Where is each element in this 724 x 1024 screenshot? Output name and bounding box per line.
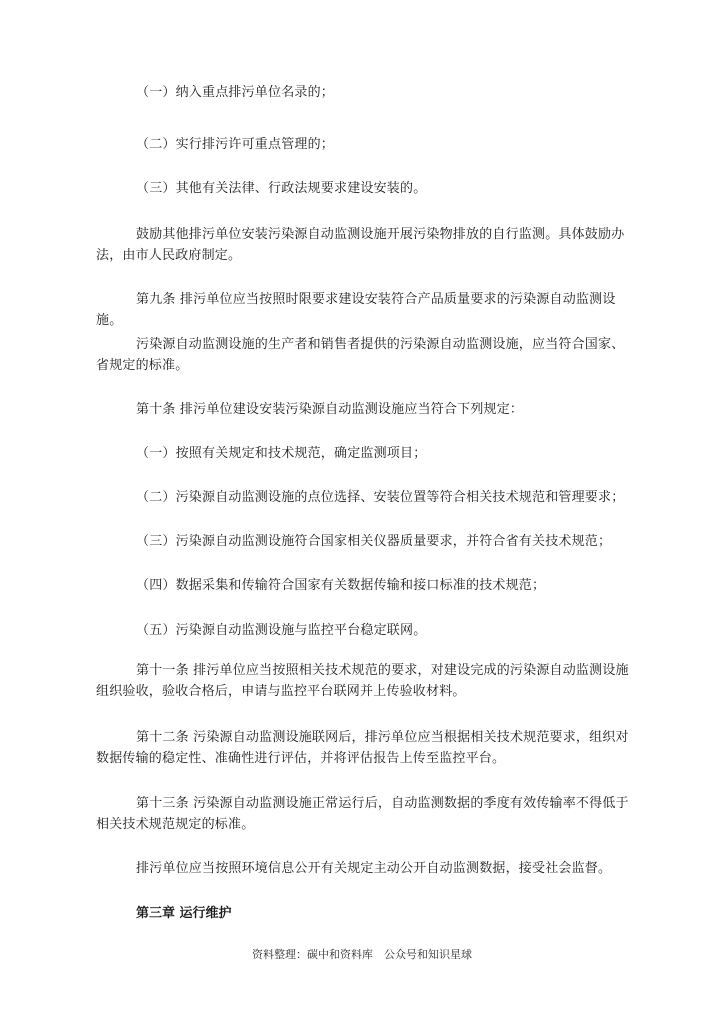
article-11: 第十一条 排污单位应当按照相关技术规范的要求，对建设完成的污染源自动监测设施组织验收，验收合格后，申请与监控平台联网并上传验收材料。: [96, 663, 629, 699]
paragraph-equipment-standard: 污染源自动监测设施的生产者和销售者提供的污染源自动监测设施，应当符合国家、省规定的标准。: [96, 337, 625, 373]
article-12: 第十二条 污染源自动监测设施联网后，排污单位应当根据相关技术规范要求，组织对数据传输的稳定性、准确性进行评估，并将评估报告上传至监控平台。: [96, 730, 629, 766]
list-item-10-2: （二）污染源自动监测设施的点位选择、安装位置等符合相关技术规范和管理要求；: [136, 490, 625, 505]
list-item-10-1: （一）按照有关规定和技术规范，确定监测项目；: [136, 446, 427, 461]
paragraph-disclosure: 排污单位应当按照环境信息公开有关规定主动公开自动监测数据，接受社会监督。: [136, 861, 612, 876]
page-footer: 资料整理：碳中和资料库 公众号和知识星球: [252, 948, 472, 961]
article-13: 第十三条 污染源自动监测设施正常运行后，自动监测数据的季度有效传输率不得低于相关技术规范规定的标准。: [96, 796, 629, 832]
list-item-10-4: （四）数据采集和传输符合国家有关数据传输和接口标准的技术规范；: [136, 578, 546, 593]
chapter-heading: 第三章 运行维护: [136, 906, 232, 921]
article-10: 第十条 排污单位建设安装污染源自动监测设施应当符合下列规定：: [136, 402, 524, 417]
paragraph-encourage: 鼓励其他排污单位安装污染源自动监测设施开展污染物排放的自行监测。具体鼓励办法，由市人民政府制定。: [96, 227, 625, 263]
list-item-10-3: （三）污染源自动监测设施符合国家相关仪器质量要求，并符合省有关技术规范；: [136, 534, 612, 549]
list-item-1: （一）纳入重点排污单位名录的；: [136, 85, 335, 100]
list-item-3: （三）其他有关法律、行政法规要求建设安装的。: [136, 181, 427, 196]
list-item-10-5: （五）污染源自动监测设施与监控平台稳定联网。: [136, 623, 427, 638]
article-9: 第九条 排污单位应当按照时限要求建设安装符合产品质量要求的污染源自动监测设施。: [96, 292, 616, 328]
list-item-2: （二）实行排污许可重点管理的；: [136, 137, 335, 152]
